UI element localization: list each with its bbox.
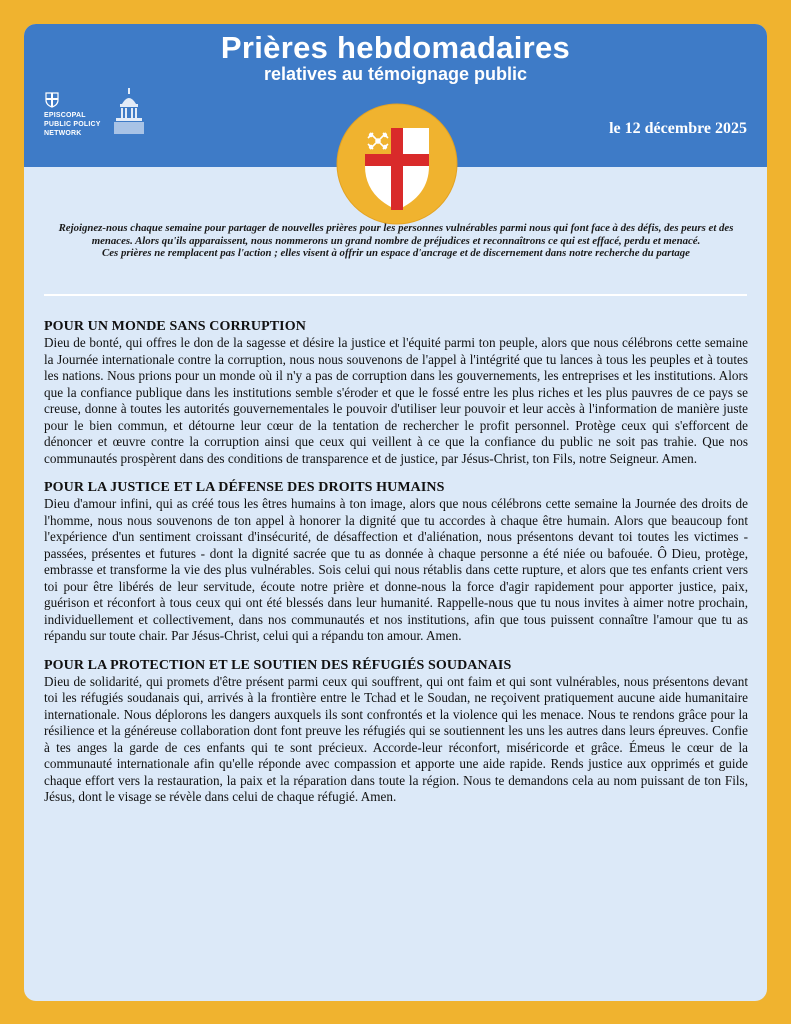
intro-paragraph: Rejoignez-nous chaque semaine pour partager de nouvelles prières pour les personnes vulnérables parmi nous qui font face à des défis, des peurs et des menaces. Alors qu'ils apparaissent, nous nommerons un grand nombre de préjudices et reconnaîtrons ce qui est effacé, perdu et menacé.	[58, 222, 734, 247]
intro-disclaimer: Ces prières ne remplacent pas l'action ; elles visent à offrir un espace d'ancrage et de discernement dans notre recherche du partage	[102, 247, 690, 260]
capitol-dome-icon	[112, 88, 146, 136]
bulletin-card	[24, 24, 767, 1001]
intro-text	[46, 222, 746, 260]
section-body: Dieu d'amour infini, qui as créé tous les êtres humains à ton image, alors que nous célébrons cette semaine la Journée des droits de l'homme, nous nous souvenons de ton appel à honorer la dignité que tu accordes à chaque être humain. Alors que beaucoup font l'expérience d'un sentiment croissant d'insécurité, de désaffection et d'aliénation, nous présentons devant toi toutes les victimes - passées, présentes et futures - dont la dignité sacrée que tu as donnée à chaque personne a été niée ou bafouée. Ô Dieu, protège, embrasse et transforme la vie des plus vulnérables. Sois celui qui nous rétablis dans cette rupture, et alors que tes enfants crient vers toi pour être libérés de leur servitude, écoute notre prière et donne-nous la force d'agir rapidement pour apporter justice, paix, guérison et réconfort à tous ceux qui ont été blessés dans leur humanité. Rappelle-nous que tu nous invites à aimer notre prochain, individuellement et collectivement, dans nos communautés et nos institutions, afin que tous puissent connaître l'amour que tu as répandu sur toute chair. Par Jésus-Christ, celui qui a répandu ton amour. Amen.	[44, 496, 748, 643]
org-name: EPISCOPAL PUBLIC POLICY NETWORK	[44, 112, 101, 137]
page-subtitle: relatives au témoignage public	[263, 64, 528, 84]
publication-date: le 12 décembre 2025	[609, 120, 747, 137]
section-body: Dieu de solidarité, qui promets d'être présent parmi ceux qui souffrent, qui ont faim et qui sont vulnérables, nous présentons devant toi les réfugiés soudanais qui, arrivés à la frontière entre le Tchad et le Soudan, ne reçoivent pratiquement aucune aide humanitaire internationale. Nous déplorons les dangers auxquels ils sont confrontés et la violence qui les menace. Nous te rendons grâce pour la résilience et la généreuse collaboration dont font preuve les réfugiés qui se soutiennent les uns les autres dans leurs épreuves. Confie à tes anges la garde de ces enfants qui te sont précieux. Accorde-leur réconfort, miséricorde et grâce. Émeus le cœur de la communauté internationale afin qu'elle réponde avec compassion et apporte une aide rapide. Rends justice aux opprimés et guide chaque effort vers la restauration, la paix et la réparation dans toute la région. Nous te demandons cela au nom puissant de ton Fils, Jésus, dont le visage se révèle dans celui de chaque réfugié. Amen.	[44, 673, 748, 804]
episcopal-cross-icon	[45, 92, 59, 108]
prayer-section-sudanese-refugees	[44, 657, 748, 806]
episcopal-shield-icon	[335, 102, 459, 226]
section-heading: POUR LA PROTECTION ET LE SOUTIEN DES RÉFUGIÉS SOUDANAIS	[44, 657, 512, 673]
divider	[44, 294, 747, 296]
page-title: Prières hebdomadaires	[220, 30, 571, 65]
prayer-list	[44, 318, 748, 818]
prayer-section-corruption	[44, 318, 748, 467]
section-body: Dieu de bonté, qui offres le don de la sagesse et désire la justice et l'équité parmi ton peuple, alors que nous célébrons cette semaine la Journée internationale contre la corruption, nous nous souvenons de l'appel à l'intégrité que tu lances à tous les peuples et à toutes les nations. Nous prions pour un monde où il n'y a pas de corruption dans les gouvernements, les entreprises et les institutions. Alors que la confiance publique dans les institutions semble s'éroder et que le fossé entre les plus riches et les plus pauvres de ce pays se creuse, donne à toutes les autorités gouvernementales le pouvoir d'utiliser leur pouvoir et leur accès à l'information de manière juste pour le bien commun, et détourne leur cœur de la tentation de rechercher le profit personnel. Protège ceux qui s'efforcent de dénoncer et œuvre contre la corruption ainsi que ceux qui veillent à ce que la confiance du public ne soit pas trahie. Que nos communautés prospèrent dans des conditions de transparence et de justice, par Jésus-Christ, ton Fils, notre Seigneur. Amen.	[44, 335, 748, 466]
org-logo	[42, 88, 152, 138]
section-heading: POUR UN MONDE SANS CORRUPTION	[44, 319, 306, 334]
prayer-section-human-rights	[44, 479, 748, 645]
section-heading: POUR LA JUSTICE ET LA DÉFENSE DES DROITS HUMAINS	[44, 480, 445, 495]
